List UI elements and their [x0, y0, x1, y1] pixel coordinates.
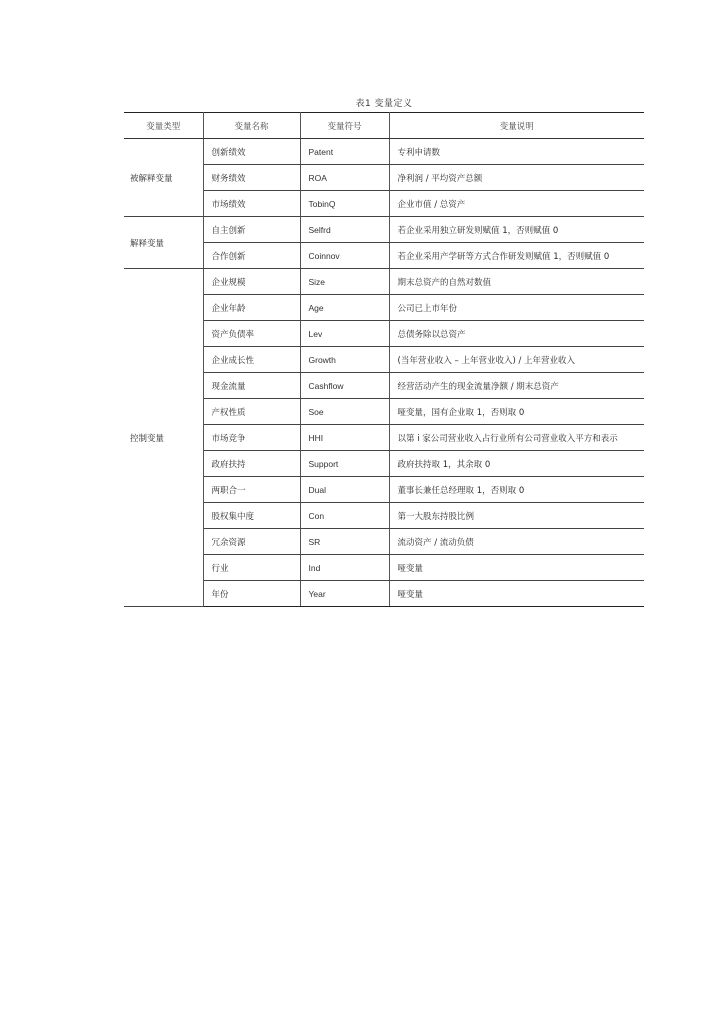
variable-name: 两职合一	[203, 477, 300, 503]
variable-description: 第一大股东持股比例	[389, 503, 644, 529]
table-row	[124, 269, 644, 295]
variable-symbol: Dual	[300, 477, 389, 503]
variable-symbol: Lev	[300, 321, 389, 347]
variable-symbol: Growth	[300, 347, 389, 373]
variable-name: 自主创新	[203, 217, 300, 243]
variable-symbol: Ind	[300, 555, 389, 581]
variable-name: 产权性质	[203, 399, 300, 425]
variable-name: 市场绩效	[203, 191, 300, 217]
variable-name: 股权集中度	[203, 503, 300, 529]
variable-symbol: Size	[300, 269, 389, 295]
variable-symbol: Coinnov	[300, 243, 389, 269]
variable-description: 若企业采用独立研发则赋值 1，否则赋值 0	[389, 217, 644, 243]
variable-description: 总债务除以总资产	[389, 321, 644, 347]
variable-name: 年份	[203, 581, 300, 607]
table-row	[124, 139, 644, 165]
variable-description: 哑变量	[389, 581, 644, 607]
table-header-row	[124, 113, 644, 139]
table-row	[124, 217, 644, 243]
variable-description: 期末总资产的自然对数值	[389, 269, 644, 295]
variable-symbol: Age	[300, 295, 389, 321]
variable-name: 创新绩效	[203, 139, 300, 165]
variable-symbol: Con	[300, 503, 389, 529]
variable-description: 以第 i 家公司营业收入占行业所有公司营业收入平方和表示	[389, 425, 644, 451]
variable-name: 政府扶持	[203, 451, 300, 477]
variable-definition-table	[124, 112, 644, 607]
variable-description: 政府扶持取 1，其余取 0	[389, 451, 644, 477]
variable-symbol: TobinQ	[300, 191, 389, 217]
variable-description: 公司已上市年份	[389, 295, 644, 321]
variable-name: 企业成长性	[203, 347, 300, 373]
variable-symbol: Year	[300, 581, 389, 607]
variable-name: 企业年龄	[203, 295, 300, 321]
variable-description: 流动资产 / 流动负债	[389, 529, 644, 555]
variable-description: 若企业采用产学研等方式合作研发则赋值 1，否则赋值 0	[389, 243, 644, 269]
variable-description: 专利申请数	[389, 139, 644, 165]
variable-symbol: ROA	[300, 165, 389, 191]
variable-description: (当年营业收入 – 上年营业收入) / 上年营业收入	[389, 347, 644, 373]
variable-description: 哑变量	[389, 555, 644, 581]
header-variable-name: 变量名称	[203, 113, 300, 139]
variable-symbol: Selfrd	[300, 217, 389, 243]
table-caption: 表1 变量定义	[355, 99, 413, 109]
variable-description: 哑变量，国有企业取 1，否则取 0	[389, 399, 644, 425]
variable-name: 财务绩效	[203, 165, 300, 191]
variable-symbol: Patent	[300, 139, 389, 165]
group-explanatory-variable: 解释变量	[124, 217, 203, 269]
variable-description: 经营活动产生的现金流量净额 / 期末总资产	[389, 373, 644, 399]
variable-name: 合作创新	[203, 243, 300, 269]
variable-name: 资产负债率	[203, 321, 300, 347]
variable-name: 行业	[203, 555, 300, 581]
group-control-variable: 控制变量	[124, 269, 203, 607]
variable-name: 市场竞争	[203, 425, 300, 451]
group-dependent-variable: 被解释变量	[124, 139, 203, 217]
variable-symbol: Cashflow	[300, 373, 389, 399]
variable-symbol: Soe	[300, 399, 389, 425]
variable-symbol: SR	[300, 529, 389, 555]
variable-symbol: HHI	[300, 425, 389, 451]
variable-symbol: Support	[300, 451, 389, 477]
variable-description: 企业市值 / 总资产	[389, 191, 644, 217]
header-variable-symbol: 变量符号	[300, 113, 389, 139]
variable-description: 董事长兼任总经理取 1，否则取 0	[389, 477, 644, 503]
variable-description: 净利润 / 平均资产总额	[389, 165, 644, 191]
header-variable-type: 变量类型	[124, 113, 203, 139]
header-variable-description: 变量说明	[389, 113, 644, 139]
variable-name: 现金流量	[203, 373, 300, 399]
variable-name: 冗余资源	[203, 529, 300, 555]
variable-name: 企业规模	[203, 269, 300, 295]
